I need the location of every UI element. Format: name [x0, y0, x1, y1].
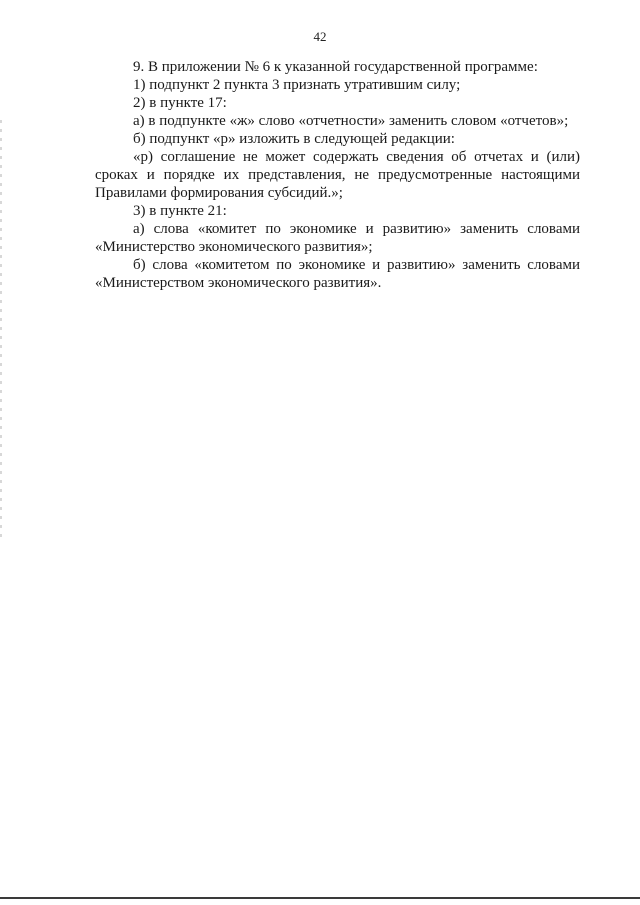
- page-number: 42: [313, 29, 327, 44]
- document-body: [95, 58, 580, 292]
- paragraph-subitem-3a: а) слова «комитет по экономике и развитию» заменить словами «Министерство экономического развития»;: [95, 221, 580, 255]
- paragraph-new-wording-r: «р) соглашение не может содержать сведения об отчетах и (или) сроках и порядке их представления, не предусмотренные настоящими Правилами формирования субсидий.»;: [95, 149, 580, 201]
- paragraph-subitem-2: 2) в пункте 17:: [133, 95, 227, 111]
- paragraph-subitem-2a: а) в подпункте «ж» слово «отчетности» заменить словом «отчетов»;: [133, 113, 569, 129]
- paragraph-subitem-3: 3) в пункте 21:: [133, 203, 227, 219]
- page-bottom-border: [0, 897, 640, 899]
- paragraph-subitem-2b: б) подпункт «р» изложить в следующей редакции:: [133, 131, 455, 147]
- paragraph-item-9: 9. В приложении № 6 к указанной государственной программе:: [133, 59, 538, 75]
- paragraph-subitem-3b: б) слова «комитетом по экономике и развитию» заменить словами «Министерством экономического развития».: [95, 257, 580, 291]
- scan-edge-artifact: [0, 120, 2, 540]
- paragraph-subitem-1: 1) подпункт 2 пункта 3 признать утратившим силу;: [133, 77, 461, 93]
